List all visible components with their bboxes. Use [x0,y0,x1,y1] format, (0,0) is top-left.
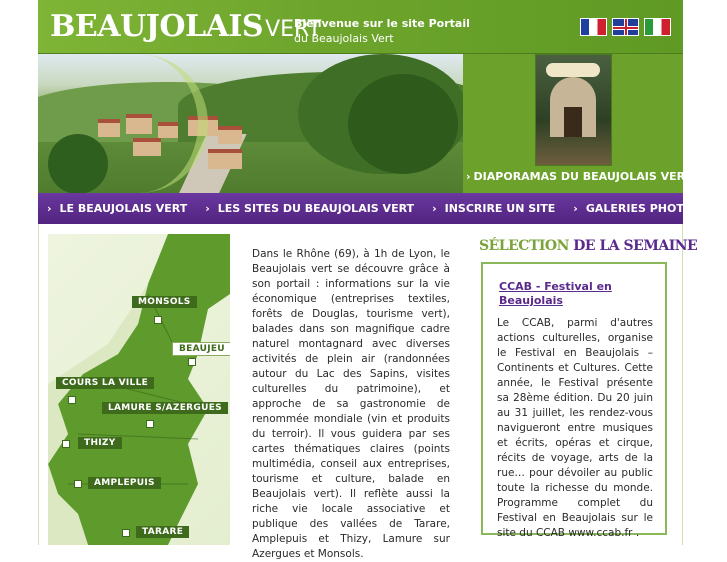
nav-label: GALERIES PHOTOS [585,202,702,215]
page-frame [38,0,702,560]
chevron-right-icon: › [466,170,471,183]
chevron-right-icon: › [432,202,437,215]
nav-item-beaujolais-vert[interactable] [47,202,187,215]
selection-box [481,262,667,539]
map-town-tarare[interactable]: TARARE [136,526,189,538]
tagline-line1: Bienvenue sur le site Portail [294,17,470,30]
tagline [294,16,470,46]
nav-label: LES SITES DU BEAUJOLAIS VERT [217,202,415,215]
nav-item-inscrire[interactable] [432,202,555,215]
nav-item-galeries[interactable] [573,202,701,215]
site-header [38,0,683,54]
map-marker [146,420,154,428]
map-town-amplepuis[interactable]: AMPLEPUIS [88,477,161,489]
church-thumbnail[interactable] [535,54,612,166]
slideshow-label: DIAPORAMAS DU BEAUJOLAIS VERT [473,170,693,183]
intro-text: Dans le Rhône (69), à 1h de Lyon, le Beaujolais vert se découvre grâce à son portail : informations sur la vie économique (entreprises textiles, forêts de Douglas, tourisme vert), balades dans son magnifique cadre naturel montagnard avec diverses activités de plein air (randonnées autour du Lac des Sapins, visites culturelles du patrimoine), et approche de sa gastronomie de renommée mondiale (vin et produits du terroir). Il vous guidera par ses cartes thématiques claires (points multimédia, conseil aux entreprises, tourisme et culture, balade en Beaujolais vert). Il reflète aussi la riche vie locale associative et publique des vallées de Tarare, Amplepuis et Thizy, Lamure sur Azergues et Monsols. [252,248,450,560]
chevron-right-icon: › [573,202,578,215]
map-marker [188,358,196,366]
french-flag-icon[interactable] [580,18,607,36]
village-photo [38,54,463,193]
map-town-monsols[interactable]: MONSOLS [132,296,197,308]
map-marker [62,440,70,448]
main-content [38,224,698,560]
logo-suffix: VERT [265,17,322,42]
language-selector [580,18,671,36]
selection-body: Le CCAB, parmi d'autres actions culturelles, organise le Festival en Beaujolais – Continents et Cultures. Cette année, le Festival présente sa 28ème édition. Du 20 juin au 31 juillet, les rendez-vous navigueront entre musiques et écrits, opéras et cirque, récits de voyage, arts de la rue… pour dévoiler au public toute la richesse du monde. Programme complet du Festival en Beaujolais sur le site du CCAB www.ccab.fr . [497,317,653,539]
uk-flag-icon[interactable] [612,18,639,36]
chevron-right-icon: › [205,202,210,215]
logo-main: BEAUJOLAIS [50,9,264,44]
nav-item-sites[interactable] [205,202,414,215]
main-nav [38,193,702,224]
selection-title [479,238,697,254]
nav-label: INSCRIRE UN SITE [444,202,556,215]
selection-title-part1: SÉLECTION [479,238,569,254]
map-marker [154,316,162,324]
map-town-cours-la-ville[interactable]: COURS LA VILLE [56,377,154,389]
slideshow-link[interactable] [466,170,692,183]
nav-label: LE BEAUJOLAIS VERT [59,202,188,215]
tagline-line2: du Beaujolais Vert [294,32,394,45]
map-marker [68,396,76,404]
map-shape [48,234,230,545]
site-logo[interactable] [50,8,321,49]
map-town-lamure[interactable]: LAMURE S/AZERGUES [102,402,228,414]
map-marker [122,529,130,537]
map-town-beaujeu[interactable]: BEAUJEU [172,342,230,356]
map-town-thizy[interactable]: THIZY [78,437,122,449]
chevron-right-icon: › [47,202,52,215]
region-map[interactable] [48,234,230,545]
italian-flag-icon[interactable] [644,18,671,36]
map-marker [74,480,82,488]
selection-headline-link[interactable]: CCAB - Festival en Beaujolais [499,280,612,307]
banner [38,54,693,193]
selection-title-part2: DE LA SEMAINE [573,238,698,254]
